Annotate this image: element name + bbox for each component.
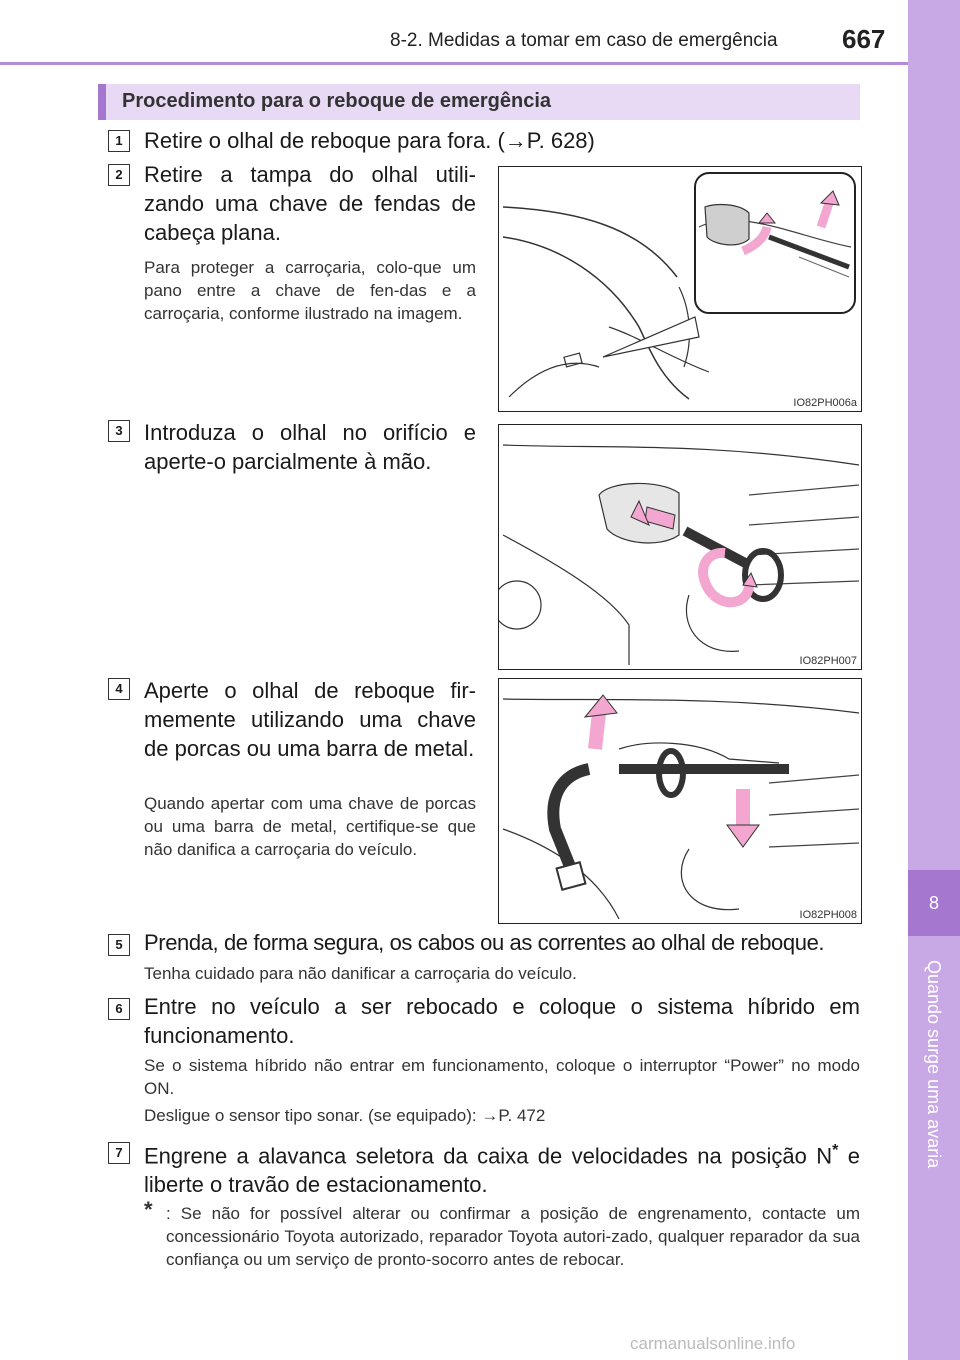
chapter-title: Quando surge uma avaria bbox=[924, 960, 944, 1169]
remove-cover-illustration bbox=[499, 167, 862, 412]
step-number-3: 3 bbox=[108, 420, 130, 442]
step-7-footnote-star: * bbox=[832, 1142, 839, 1159]
step-number-5: 5 bbox=[108, 934, 130, 956]
watermark: carmanualsonline.info bbox=[630, 1334, 796, 1353]
step-5-note: Tenha cuidado para não danificar a carroçaria do veículo. bbox=[144, 964, 577, 983]
step-7-footnote-mark: * bbox=[144, 1197, 153, 1222]
step-3-text: Introduza o olhal no orifício e aperte-o parcialmente à mão. bbox=[144, 420, 476, 474]
chapter-number: 8 bbox=[928, 893, 939, 913]
section-heading bbox=[98, 84, 860, 120]
figure-insert-eyelet bbox=[498, 424, 862, 670]
step-number-4: 4 bbox=[108, 678, 130, 700]
page-number: 667 bbox=[842, 24, 886, 54]
figure-remove-cover bbox=[498, 166, 862, 412]
section-title: Procedimento para o reboque de emergência bbox=[122, 90, 552, 112]
step-number-1: 1 bbox=[108, 130, 130, 152]
insert-eyelet-illustration bbox=[499, 425, 862, 670]
step-5-text: Prenda, de forma segura, os cabos ou as correntes ao olhal de reboque. bbox=[144, 930, 825, 955]
step-1-text: Retire o olhal de reboque para fora. (→P. 628) bbox=[144, 128, 595, 153]
step-7-text-a: Engrene a alavanca seletora da caixa de velocidades na posição N bbox=[144, 1143, 833, 1169]
tighten-eyelet-illustration bbox=[499, 679, 862, 924]
figure-code: IO82PH008 bbox=[799, 909, 857, 921]
step-number-7: 7 bbox=[108, 1142, 130, 1164]
step-4-note: Quando apertar com uma chave de porcas ou uma barra de metal, certifique-se que não danifica a carroçaria do veículo. bbox=[144, 794, 476, 859]
step-2-note: Para proteger a carroçaria, colo-que um pano entre a chave de fen-das e a carroçaria, conforme ilustrado na imagem. bbox=[144, 258, 476, 323]
step-6-text: Entre no veículo a ser rebocado e coloque o sistema híbrido em funcionamento. bbox=[144, 994, 860, 1048]
step-4-text: Aperte o olhal de reboque fir-memente utilizando uma chave de porcas ou uma barra de metal. bbox=[144, 678, 476, 761]
figure-code: IO82PH007 bbox=[799, 655, 857, 667]
step-number-2: 2 bbox=[108, 164, 130, 186]
figure-code: IO82PH006a bbox=[793, 397, 857, 409]
step-number-6: 6 bbox=[108, 998, 130, 1020]
step-6-note: Se o sistema híbrido não entrar em funcionamento, coloque o interruptor “Power” no modo ON. bbox=[144, 1056, 860, 1098]
step-7-text-b: e liberte o travão de estacionamento. bbox=[144, 1143, 860, 1198]
step-7-text bbox=[144, 1136, 860, 1199]
step-7-footnote: : Se não for possível alterar ou confirmar a posição de engrenamento, contacte um concessionário Toyota autorizado, reparador Toyota autori-zado, qualquer reparador da sua confiança ou um serviço de pronto-socorro antes de rebocar. bbox=[166, 1204, 860, 1269]
step-2-text: Retire a tampa do olhal utili-zando uma chave de fendas de cabeça plana. bbox=[144, 162, 476, 245]
step-6-note-sonar: Desligue o sensor tipo sonar. (se equipado): →P. 472 bbox=[144, 1106, 546, 1125]
running-header: 8-2. Medidas a tomar em caso de emergência bbox=[390, 30, 778, 51]
figure-tighten-eyelet bbox=[498, 678, 862, 924]
header-divider bbox=[0, 62, 908, 65]
